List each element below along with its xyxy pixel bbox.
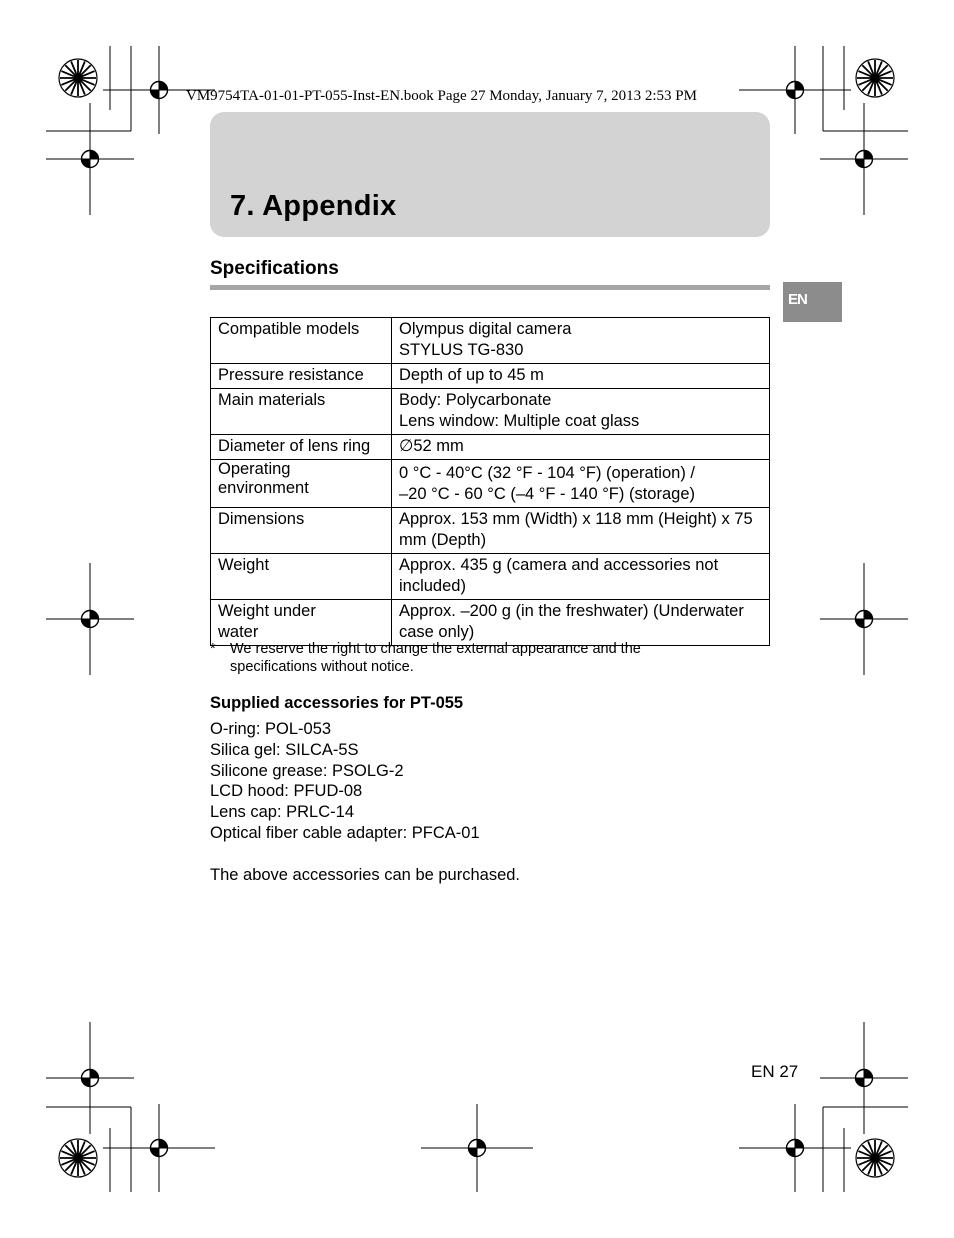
table-row — [211, 364, 770, 389]
spec-label — [211, 460, 392, 508]
book-file-header: VM9754TA-01-01-PT-055-Inst-EN.book Page 27 Monday, January 7, 2013 2:53 PM — [186, 88, 697, 104]
spec-label: Weight — [211, 554, 392, 600]
spec-label: Compatible models — [211, 318, 392, 364]
table-row — [211, 508, 770, 554]
accessories-title: Supplied accessories for PT-055 — [210, 694, 464, 712]
spec-label: Pressure resistance — [211, 364, 392, 389]
accessories-note: The above accessories can be purchased. — [210, 866, 521, 884]
section-title: Specifications — [210, 258, 339, 279]
table-row — [211, 460, 770, 508]
footnote — [210, 640, 770, 676]
list-item: Silica gel: SILCA-5S — [210, 740, 359, 759]
spec-value — [392, 460, 770, 508]
spec-value-line: Approx. 435 g (camera and accessories not — [399, 556, 719, 574]
list-item: Silicone grease: PSOLG-2 — [210, 761, 404, 780]
specifications-table — [210, 317, 770, 646]
chapter-title: 7. Appendix — [230, 190, 397, 222]
spec-label — [211, 600, 392, 646]
table-row — [211, 554, 770, 600]
table-row — [211, 600, 770, 646]
spec-value-line: Body: Polycarbonate — [399, 391, 552, 409]
spec-value-line: –20 °C - 60 °C (–4 °F - 140 °F) (storage) — [399, 485, 695, 503]
footnote-line: specifications without notice. — [230, 659, 414, 675]
spec-label: Main materials — [211, 389, 392, 435]
spec-value-line: Depth of up to 45 m — [399, 366, 544, 384]
spec-value — [392, 554, 770, 600]
page-number: EN 27 — [751, 1062, 799, 1081]
spec-value — [392, 318, 770, 364]
spec-value-line: Approx. 153 mm (Width) x 118 mm (Height) x 75 — [399, 510, 753, 528]
spec-value — [392, 508, 770, 554]
section-divider — [210, 285, 770, 290]
list-item: Optical fiber cable adapter: PFCA-01 — [210, 823, 480, 842]
table-row — [211, 318, 770, 364]
spec-label-line: water — [218, 623, 259, 641]
spec-value — [392, 435, 770, 460]
spec-value-line: mm (Depth) — [399, 531, 487, 549]
chapter-banner — [210, 112, 770, 237]
spec-value — [392, 600, 770, 646]
spec-label-line: Operating — [218, 460, 291, 478]
footnote-text — [230, 640, 730, 676]
footnote-line: We reserve the right to change the external appearance and the — [230, 641, 641, 657]
spec-value-line: case only) — [399, 623, 475, 641]
spec-value-line: Approx. –200 g (in the freshwater) (Underwater — [399, 602, 744, 620]
spec-value-line: 0 °C - 40°C (32 °F - 104 °F) (operation) / — [399, 464, 695, 482]
spec-label: Dimensions — [211, 508, 392, 554]
spec-label: Diameter of lens ring — [211, 435, 392, 460]
spec-value — [392, 389, 770, 435]
spec-value-line: ∅52 mm — [399, 437, 464, 455]
list-item: Lens cap: PRLC-14 — [210, 803, 354, 822]
spec-value-line: Lens window: Multiple coat glass — [399, 412, 640, 430]
spec-label-line: environment — [218, 479, 309, 497]
spec-value-line: STYLUS TG-830 — [399, 341, 524, 359]
spec-value-line: Olympus digital camera — [399, 320, 572, 338]
table-row — [211, 389, 770, 435]
footnote-marker: * — [210, 641, 216, 657]
language-tab: EN — [783, 282, 842, 322]
list-item: O-ring: POL-053 — [210, 720, 332, 738]
list-item: LCD hood: PFUD-08 — [210, 782, 363, 801]
spec-label-line: Weight under — [218, 602, 316, 620]
accessories-list — [210, 719, 480, 844]
table-row — [211, 435, 770, 460]
spec-value — [392, 364, 770, 389]
spec-value-line: included) — [399, 577, 466, 595]
